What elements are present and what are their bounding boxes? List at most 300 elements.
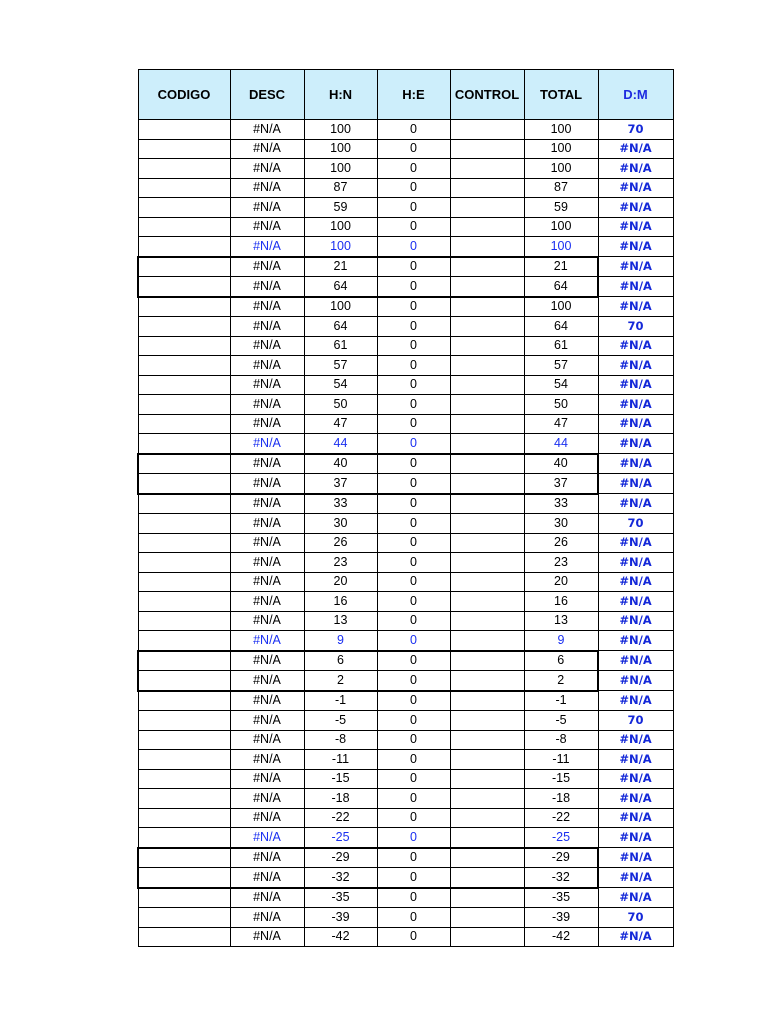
header-hn: H:N [304,70,377,120]
cell-total: -18 [524,789,598,809]
cell-dm: #N/A [598,808,673,828]
cell-he: 0 [377,217,450,237]
cell-control [450,434,524,454]
cell-he: 0 [377,789,450,809]
table-row [138,514,673,534]
cell-total: 44 [524,434,598,454]
cell-control [450,395,524,415]
cell-codigo [138,514,230,534]
cell-dm: #N/A [598,888,673,908]
cell-codigo [138,631,230,651]
cell-desc: #N/A [230,139,304,159]
cell-he: 0 [377,868,450,888]
table-row [138,789,673,809]
cell-dm: #N/A [598,237,673,257]
cell-desc: #N/A [230,414,304,434]
cell-desc: #N/A [230,908,304,928]
table-row [138,297,673,317]
cell-he: 0 [377,888,450,908]
cell-desc: #N/A [230,217,304,237]
cell-codigo [138,572,230,592]
cell-control [450,474,524,494]
cell-dm: #N/A [598,454,673,474]
cell-he: 0 [377,277,450,297]
cell-control [450,317,524,337]
cell-total: 16 [524,592,598,612]
cell-hn: 100 [304,297,377,317]
table-row [138,533,673,553]
cell-dm: #N/A [598,533,673,553]
cell-total: 33 [524,494,598,514]
cell-dm: #N/A [598,139,673,159]
cell-control [450,611,524,631]
cell-dm: #N/A [598,414,673,434]
cell-he: 0 [377,572,450,592]
cell-total: 2 [524,671,598,691]
cell-hn: 16 [304,592,377,612]
cell-total: 13 [524,611,598,631]
table-row [138,888,673,908]
cell-hn: 57 [304,356,377,376]
cell-he: 0 [377,375,450,395]
cell-dm: #N/A [598,671,673,691]
cell-he: 0 [377,434,450,454]
cell-control [450,533,524,553]
cell-desc: #N/A [230,198,304,218]
cell-desc: #N/A [230,553,304,573]
cell-dm: 70 [598,120,673,140]
cell-control [450,514,524,534]
cell-hn: 44 [304,434,377,454]
cell-desc: #N/A [230,494,304,514]
cell-hn: 33 [304,494,377,514]
cell-control [450,198,524,218]
cell-codigo [138,277,230,297]
cell-codigo [138,828,230,848]
cell-hn: 30 [304,514,377,534]
cell-desc: #N/A [230,927,304,947]
cell-codigo [138,730,230,750]
cell-control [450,888,524,908]
table-row [138,671,673,691]
table-row [138,414,673,434]
table-row [138,631,673,651]
cell-he: 0 [377,414,450,434]
cell-desc: #N/A [230,868,304,888]
cell-codigo [138,711,230,731]
cell-total: 100 [524,217,598,237]
cell-he: 0 [377,257,450,277]
cell-desc: #N/A [230,691,304,711]
cell-total: 26 [524,533,598,553]
cell-control [450,217,524,237]
cell-dm: #N/A [598,868,673,888]
cell-hn: -15 [304,769,377,789]
table-row [138,139,673,159]
cell-he: 0 [377,592,450,612]
cell-control [450,828,524,848]
cell-total: 20 [524,572,598,592]
cell-control [450,592,524,612]
cell-codigo [138,454,230,474]
cell-codigo [138,848,230,868]
table-row [138,691,673,711]
cell-codigo [138,592,230,612]
cell-total: 87 [524,178,598,198]
cell-total: 40 [524,454,598,474]
table-row [138,454,673,474]
cell-codigo [138,691,230,711]
cell-codigo [138,317,230,337]
cell-desc: #N/A [230,828,304,848]
cell-control [450,848,524,868]
cell-desc: #N/A [230,317,304,337]
cell-hn: -18 [304,789,377,809]
cell-control [450,257,524,277]
table-row [138,927,673,947]
cell-desc: #N/A [230,671,304,691]
cell-control [450,494,524,514]
cell-total: 61 [524,336,598,356]
cell-hn: 100 [304,237,377,257]
table-row [138,474,673,494]
cell-hn: -29 [304,848,377,868]
cell-total: 59 [524,198,598,218]
cell-dm: #N/A [598,494,673,514]
cell-codigo [138,553,230,573]
cell-total: 21 [524,257,598,277]
cell-codigo [138,139,230,159]
cell-he: 0 [377,730,450,750]
cell-control [450,750,524,770]
cell-total: 64 [524,277,598,297]
cell-hn: -1 [304,691,377,711]
cell-dm: #N/A [598,474,673,494]
cell-control [450,927,524,947]
cell-desc: #N/A [230,356,304,376]
cell-codigo [138,888,230,908]
cell-total: -5 [524,711,598,731]
cell-hn: -11 [304,750,377,770]
table-row [138,375,673,395]
cell-desc: #N/A [230,572,304,592]
cell-codigo [138,198,230,218]
cell-control [450,356,524,376]
cell-control [450,454,524,474]
cell-control [450,769,524,789]
cell-he: 0 [377,159,450,179]
cell-he: 0 [377,927,450,947]
table-row [138,395,673,415]
header-codigo: CODIGO [138,70,230,120]
cell-total: 57 [524,356,598,376]
cell-hn: -22 [304,808,377,828]
cell-hn: 37 [304,474,377,494]
cell-hn: -35 [304,888,377,908]
table-header [138,70,673,120]
cell-total: 100 [524,237,598,257]
table-row [138,769,673,789]
table-row [138,908,673,928]
cell-codigo [138,789,230,809]
cell-desc: #N/A [230,611,304,631]
cell-codigo [138,750,230,770]
cell-hn: 54 [304,375,377,395]
header-he: H:E [377,70,450,120]
cell-dm: #N/A [598,217,673,237]
cell-total: 64 [524,317,598,337]
header-desc: DESC [230,70,304,120]
cell-hn: 13 [304,611,377,631]
table-row [138,434,673,454]
cell-dm: #N/A [598,178,673,198]
cell-codigo [138,494,230,514]
cell-desc: #N/A [230,730,304,750]
cell-total: -25 [524,828,598,848]
cell-total: 50 [524,395,598,415]
cell-codigo [138,356,230,376]
table-row [138,730,673,750]
cell-he: 0 [377,769,450,789]
cell-codigo [138,533,230,553]
cell-hn: 26 [304,533,377,553]
cell-he: 0 [377,454,450,474]
table-row [138,237,673,257]
cell-control [450,237,524,257]
cell-dm: #N/A [598,277,673,297]
cell-he: 0 [377,553,450,573]
table-row [138,553,673,573]
cell-dm: 70 [598,908,673,928]
cell-he: 0 [377,848,450,868]
cell-hn: 61 [304,336,377,356]
table-row [138,711,673,731]
cell-he: 0 [377,711,450,731]
cell-desc: #N/A [230,808,304,828]
cell-dm: #N/A [598,553,673,573]
cell-he: 0 [377,474,450,494]
table-row [138,120,673,140]
cell-he: 0 [377,671,450,691]
cell-total: -39 [524,908,598,928]
cell-hn: 87 [304,178,377,198]
cell-total: 100 [524,159,598,179]
cell-dm: #N/A [598,257,673,277]
cell-total: -15 [524,769,598,789]
cell-dm: #N/A [598,336,673,356]
cell-codigo [138,671,230,691]
cell-total: -1 [524,691,598,711]
cell-dm: #N/A [598,848,673,868]
cell-he: 0 [377,237,450,257]
cell-he: 0 [377,611,450,631]
cell-dm: #N/A [598,828,673,848]
table-row [138,277,673,297]
cell-hn: 40 [304,454,377,474]
cell-desc: #N/A [230,789,304,809]
table-row [138,336,673,356]
cell-codigo [138,257,230,277]
cell-codigo [138,474,230,494]
cell-dm: #N/A [598,789,673,809]
table-row [138,159,673,179]
cell-total: -32 [524,868,598,888]
cell-control [450,730,524,750]
cell-desc: #N/A [230,888,304,908]
cell-hn: -5 [304,711,377,731]
cell-total: 100 [524,120,598,140]
cell-desc: #N/A [230,237,304,257]
cell-hn: -42 [304,927,377,947]
cell-total: -42 [524,927,598,947]
cell-hn: 100 [304,159,377,179]
cell-total: 54 [524,375,598,395]
cell-dm: #N/A [598,611,673,631]
header-control: CONTROL [450,70,524,120]
cell-control [450,868,524,888]
table-row [138,494,673,514]
cell-control [450,375,524,395]
cell-he: 0 [377,336,450,356]
cell-desc: #N/A [230,257,304,277]
cell-dm: #N/A [598,651,673,671]
table-row [138,651,673,671]
cell-control [450,631,524,651]
cell-he: 0 [377,651,450,671]
cell-control [450,572,524,592]
cell-dm: #N/A [598,434,673,454]
cell-hn: 64 [304,317,377,337]
table-row [138,356,673,376]
cell-desc: #N/A [230,120,304,140]
cell-he: 0 [377,750,450,770]
cell-dm: #N/A [598,592,673,612]
cell-codigo [138,395,230,415]
table-row [138,317,673,337]
cell-hn: 21 [304,257,377,277]
cell-total: -11 [524,750,598,770]
cell-desc: #N/A [230,533,304,553]
cell-he: 0 [377,139,450,159]
cell-desc: #N/A [230,454,304,474]
cell-control [450,336,524,356]
cell-he: 0 [377,120,450,140]
cell-codigo [138,868,230,888]
cell-hn: -39 [304,908,377,928]
table-row [138,217,673,237]
cell-desc: #N/A [230,711,304,731]
cell-desc: #N/A [230,474,304,494]
cell-desc: #N/A [230,769,304,789]
cell-hn: -8 [304,730,377,750]
cell-hn: 23 [304,553,377,573]
cell-dm: 70 [598,317,673,337]
cell-control [450,808,524,828]
cell-dm: 70 [598,711,673,731]
cell-control [450,414,524,434]
cell-codigo [138,297,230,317]
cell-dm: #N/A [598,730,673,750]
cell-codigo [138,927,230,947]
table-row [138,592,673,612]
cell-control [450,120,524,140]
cell-codigo [138,217,230,237]
cell-dm: #N/A [598,198,673,218]
cell-control [450,297,524,317]
table-row [138,198,673,218]
cell-control [450,671,524,691]
cell-total: -8 [524,730,598,750]
header-row [138,70,673,120]
cell-hn: 47 [304,414,377,434]
cell-codigo [138,237,230,257]
cell-desc: #N/A [230,277,304,297]
table-row [138,572,673,592]
cell-dm: #N/A [598,631,673,651]
cell-total: -35 [524,888,598,908]
cell-codigo [138,336,230,356]
cell-he: 0 [377,908,450,928]
cell-codigo [138,120,230,140]
cell-desc: #N/A [230,848,304,868]
header-total: TOTAL [524,70,598,120]
cell-hn: 6 [304,651,377,671]
cell-control [450,908,524,928]
table-row [138,257,673,277]
cell-dm: #N/A [598,572,673,592]
cell-codigo [138,434,230,454]
header-dm: D:M [598,70,673,120]
cell-codigo [138,808,230,828]
cell-control [450,553,524,573]
cell-desc: #N/A [230,514,304,534]
cell-he: 0 [377,356,450,376]
cell-hn: 100 [304,120,377,140]
cell-dm: #N/A [598,356,673,376]
cell-control [450,789,524,809]
cell-hn: 2 [304,671,377,691]
cell-he: 0 [377,533,450,553]
cell-hn: 9 [304,631,377,651]
cell-control [450,159,524,179]
cell-he: 0 [377,178,450,198]
cell-he: 0 [377,395,450,415]
cell-total: -22 [524,808,598,828]
cell-total: 100 [524,139,598,159]
cell-dm: #N/A [598,691,673,711]
cell-total: -29 [524,848,598,868]
cell-hn: -32 [304,868,377,888]
cell-desc: #N/A [230,375,304,395]
cell-he: 0 [377,631,450,651]
cell-he: 0 [377,808,450,828]
cell-he: 0 [377,514,450,534]
cell-he: 0 [377,198,450,218]
cell-desc: #N/A [230,434,304,454]
cell-he: 0 [377,494,450,514]
cell-dm: #N/A [598,395,673,415]
cell-total: 30 [524,514,598,534]
table-row [138,868,673,888]
cell-desc: #N/A [230,592,304,612]
cell-codigo [138,769,230,789]
cell-control [450,277,524,297]
cell-desc: #N/A [230,297,304,317]
cell-hn: -25 [304,828,377,848]
table-row [138,808,673,828]
table-row [138,611,673,631]
cell-codigo [138,651,230,671]
